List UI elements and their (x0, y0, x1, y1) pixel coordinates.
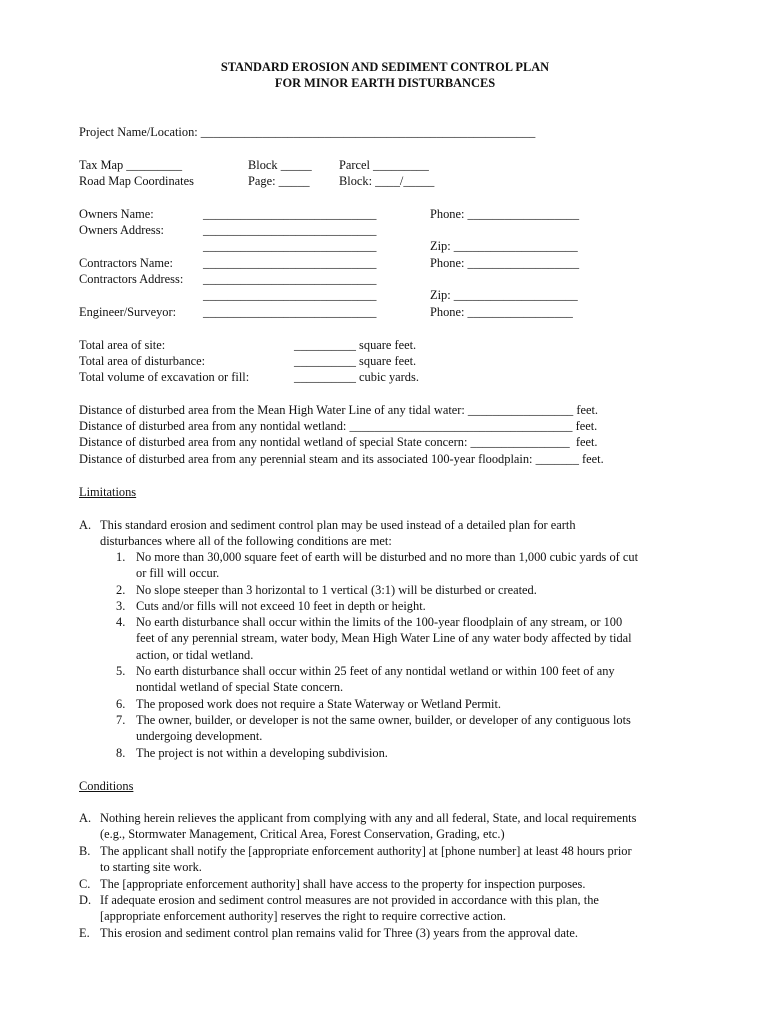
owners-address-field-1[interactable]: ____________________________ (203, 223, 377, 237)
limitation-3-line-1: Cuts and/or fills will not exceed 10 feet in depth or height. (136, 599, 426, 613)
owners-address-field-2[interactable]: ____________________________ (203, 239, 377, 253)
contractors-name-label: Contractors Name: (79, 256, 173, 270)
engineer-surveyor-label: Engineer/Surveyor: (79, 305, 177, 319)
condition-a-label: A. (79, 811, 92, 825)
condition-b-line-2: to starting site work. (100, 860, 202, 874)
engineer-phone-field[interactable]: Phone: _________________ (430, 305, 573, 319)
contractors-phone-field[interactable]: Phone: __________________ (430, 256, 580, 270)
total-volume-excavation-field[interactable]: __________ cubic yards. (294, 370, 419, 384)
distance-nontidal-wetland-field[interactable]: Distance of disturbed area from any nontidal wetland: ____________________________________ feet. (79, 419, 598, 433)
limitations-a-label: A. (79, 518, 92, 532)
title-line-2: FOR MINOR EARTH DISTURBANCES (274, 76, 496, 90)
condition-c-label: C. (79, 877, 91, 891)
owners-name-field[interactable]: ____________________________ (203, 207, 377, 221)
contractors-address-label: Contractors Address: (79, 272, 184, 286)
total-area-site-label: Total area of site: (79, 338, 166, 352)
limitation-6-number: 6. (116, 697, 126, 711)
limitation-2-line-1: No slope steeper than 3 horizontal to 1 vertical (3:1) will be disturbed or created. (136, 583, 537, 597)
condition-c-line-1: The [appropriate enforcement authority] shall have access to the property for inspection purposes. (100, 877, 586, 891)
contractors-zip-field[interactable]: Zip: ____________________ (430, 288, 578, 302)
block-field[interactable]: Block _____ (248, 158, 312, 172)
limitation-7-line-1: The owner, builder, or developer is not the same owner, builder, or developer of any contiguous lots (136, 713, 631, 727)
total-area-disturbance-field[interactable]: __________ square feet. (294, 354, 417, 368)
limitation-5-line-2: nontidal wetland of special State concern. (136, 680, 344, 694)
distance-special-wetland-field[interactable]: Distance of disturbed area from any nontidal wetland of special State concern: ________________ feet. (79, 435, 598, 449)
limitation-1-number: 1. (116, 550, 126, 564)
condition-a-line-2: (e.g., Stormwater Management, Critical Area, Forest Conservation, Grading, etc.) (100, 827, 505, 841)
owners-name-label: Owners Name: (79, 207, 154, 221)
limitation-7-line-2: undergoing development. (136, 729, 263, 743)
condition-b-line-1: The applicant shall notify the [appropriate enforcement authority] at [phone number] at least 48 hours prior (100, 844, 632, 858)
limitation-4-line-1: No earth disturbance shall occur within the limits of the 100-year floodplain of any stream, or 100 (136, 615, 623, 629)
limitation-4-line-3: action, or tidal wetland. (136, 648, 254, 662)
project-name-location-field[interactable]: Project Name/Location: ______________________________________________________ (79, 125, 536, 139)
conditions-heading: Conditions (79, 779, 134, 793)
limitation-5-line-1: No earth disturbance shall occur within 25 feet of any nontidal wetland or within 100 feet of any (136, 664, 615, 678)
owners-zip-field[interactable]: Zip: ____________________ (430, 239, 578, 253)
limitation-7-number: 7. (116, 713, 126, 727)
limitation-3-number: 3. (116, 599, 126, 613)
condition-e-line-1: This erosion and sediment control plan remains valid for Three (3) years from the approval date. (100, 926, 579, 940)
condition-d-label: D. (79, 893, 92, 907)
owners-phone-field[interactable]: Phone: __________________ (430, 207, 580, 221)
block-2-field[interactable]: Block: ____/_____ (339, 174, 435, 188)
contractors-name-field[interactable]: ____________________________ (203, 256, 377, 270)
limitation-1-line-2: or fill will occur. (136, 566, 220, 580)
engineer-surveyor-field[interactable]: ____________________________ (203, 305, 377, 319)
limitations-a-line-2: disturbances where all of the following conditions are met: (100, 534, 392, 548)
limitation-4-line-2: feet of any perennial stream, water body, Mean High Water Line of any water body affected by tidal (136, 631, 632, 645)
limitation-8-line-1: The project is not within a developing subdivision. (136, 746, 388, 760)
page-field[interactable]: Page: _____ (248, 174, 310, 188)
tax-map-field[interactable]: Tax Map _________ (79, 158, 183, 172)
condition-e-label: E. (79, 926, 90, 940)
total-volume-excavation-label: Total volume of excavation or fill: (79, 370, 250, 384)
condition-d-line-2: [appropriate enforcement authority] reserves the right to require corrective action. (100, 909, 506, 923)
contractors-address-field-2[interactable]: ____________________________ (203, 288, 377, 302)
limitations-heading: Limitations (79, 485, 137, 499)
limitation-5-number: 5. (116, 664, 126, 678)
parcel-field[interactable]: Parcel _________ (339, 158, 429, 172)
limitation-4-number: 4. (116, 615, 126, 629)
road-map-coordinates-label: Road Map Coordinates (79, 174, 194, 188)
document-title (0, 59, 770, 91)
limitation-6-line-1: The proposed work does not require a State Waterway or Wetland Permit. (136, 697, 502, 711)
distance-floodplain-field[interactable]: Distance of disturbed area from any perennial steam and its associated 100-year floodplain: _______ feet. (79, 452, 604, 466)
distance-tidal-water-field[interactable]: Distance of disturbed area from the Mean High Water Line of any tidal water: _________________ feet. (79, 403, 599, 417)
contractors-address-field-1[interactable]: ____________________________ (203, 272, 377, 286)
limitation-8-number: 8. (116, 746, 126, 760)
title-line-1: STANDARD EROSION AND SEDIMENT CONTROL PLAN (220, 60, 550, 74)
limitation-2-number: 2. (116, 583, 126, 597)
owners-address-label: Owners Address: (79, 223, 165, 237)
condition-d-line-1: If adequate erosion and sediment control measures are not provided in accordance with this plan, the (100, 893, 599, 907)
limitations-a-line-1: This standard erosion and sediment control plan may be used instead of a detailed plan for earth (100, 518, 576, 532)
condition-a-line-1: Nothing herein relieves the applicant from complying with any and all federal, State, and local requirements (100, 811, 637, 825)
condition-b-label: B. (79, 844, 91, 858)
total-area-disturbance-label: Total area of disturbance: (79, 354, 206, 368)
limitation-1-line-1: No more than 30,000 square feet of earth will be disturbed and no more than 1,000 cubic yards of cut (136, 550, 639, 564)
total-area-site-field[interactable]: __________ square feet. (294, 338, 417, 352)
